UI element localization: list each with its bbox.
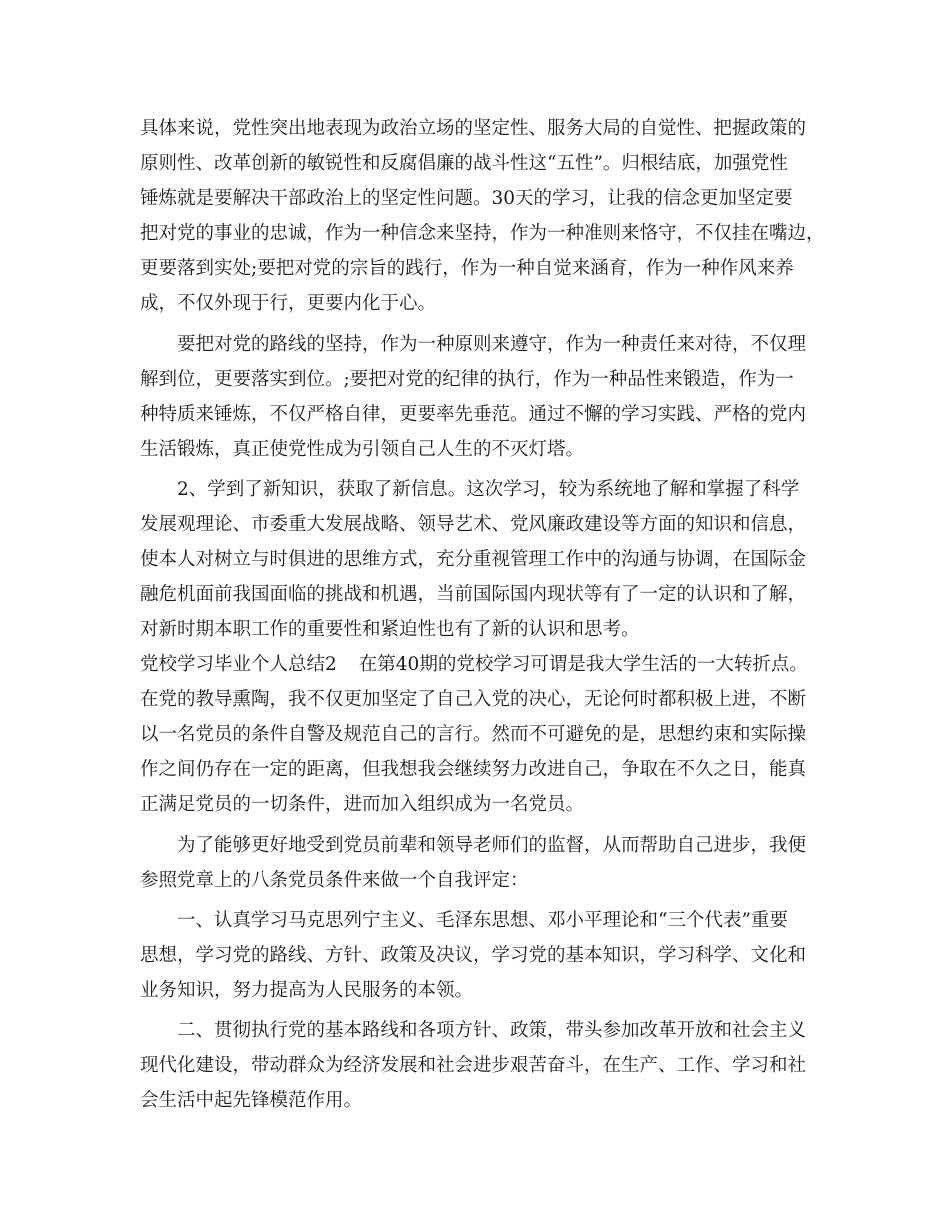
body-text-line: 原则性、改革创新的敏锐性和反腐倡廉的战斗性这“五性”。归根结底，加强党性 [140,153,788,174]
body-text-line: 具体来说，党性突出地表现为政治立场的坚定性、服务大局的自觉性、把握政策的 [140,118,807,139]
body-text-line: 参照党章上的八条党员条件来做一个自我评定： [140,870,529,891]
body-text-line: 成，不仅外现于行，更要内化于心。 [140,293,437,314]
body-text-line: 业务知识，努力提高为人民服务的本领。 [140,980,474,1001]
paragraph-first-line: 为了能够更好地受到党员前辈和领导老师们的监督，从而帮助自己进步，我便 [177,835,807,856]
body-text-line: 锤炼就是要解决干部政治上的坚定性问题。30天的学习，让我的信念更加坚定要 [140,188,793,209]
section-heading-line [140,653,808,677]
paragraph-first-line: 要把对党的路线的坚持，作为一种原则来遵守，作为一种责任来对待，不仅理 [177,334,807,355]
body-text-line: 种特质来锤炼，不仅严格自律，更要率先垂范。通过不懈的学习实践、严格的党内 [140,404,807,425]
body-text-line: 发展观理论、市委重大发展战略、领导艺术、党风廉政建设等方面的知识和信息， [140,514,807,535]
paragraph-first-line: 2、学到了新知识，获取了新信息。这次学习，较为系统地了解和掌握了科学 [177,479,800,500]
body-text-line: 更要落到实处;要把对党的宗旨的践行，作为一种自觉来涵育，作为一种作风来养 [140,258,794,279]
body-text-line: 使本人对树立与时俱进的思维方式，充分重视管理工作中的沟通与协调，在国际金 [140,549,807,570]
section-intro-text: 在第40期的党校学习可谓是我大学生活的一大转折点。 [358,654,808,675]
paragraph-first-line: 二、贯彻执行党的基本路线和各项方针、政策，带头参加改革开放和社会主义 [177,1020,807,1041]
body-text-line: 作之间仍存在一定的距离，但我想我会继续努力改进自己，争取在不久之日，能真 [140,759,807,780]
body-text-line: 会生活中起先锋模范作用。 [140,1090,363,1111]
body-text-line: 解到位，更要落实到位。;要把对党的纪律的执行，作为一种品性来锻造，作为一 [140,369,794,390]
section-title: 党校学习毕业个人总结2 [140,654,337,675]
paragraph-first-line: 一、认真学习马克思列宁主义、毛泽东思想、邓小平理论和“三个代表”重要 [177,910,788,931]
body-text-line: 把对党的事业的忠诚，作为一种信念来坚持，作为一种准则来恪守，不仅挂在嘴边， [140,223,825,244]
body-text-line: 思想，学习党的路线、方针、政策及决议，学习党的基本知识，学习科学、文化和 [140,945,807,966]
body-text-line: 以一名党员的条件自警及规范自己的言行。然而不可避免的是，思想约束和实际操 [140,724,807,745]
body-text-line: 融危机面前我国面临的挑战和机遇，当前国际国内现状等有了一定的认识和了解， [140,584,807,605]
body-text-line: 正满足党员的一切条件，进而加入组织成为一名党员。 [140,794,585,815]
body-text-line: 现代化建设，带动群众为经济发展和社会进步艰苦奋斗，在生产、工作、学习和社 [140,1055,807,1076]
body-text-line: 在党的教导熏陶，我不仅更加坚定了自己入党的决心，无论何时都积极上进，不断 [140,689,807,710]
body-text-line: 生活锻炼，真正使党性成为引领自己人生的不灭灯塔。 [140,439,585,460]
body-text-line: 对新时期本职工作的重要性和紧迫性也有了新的认识和思考。 [140,619,640,640]
